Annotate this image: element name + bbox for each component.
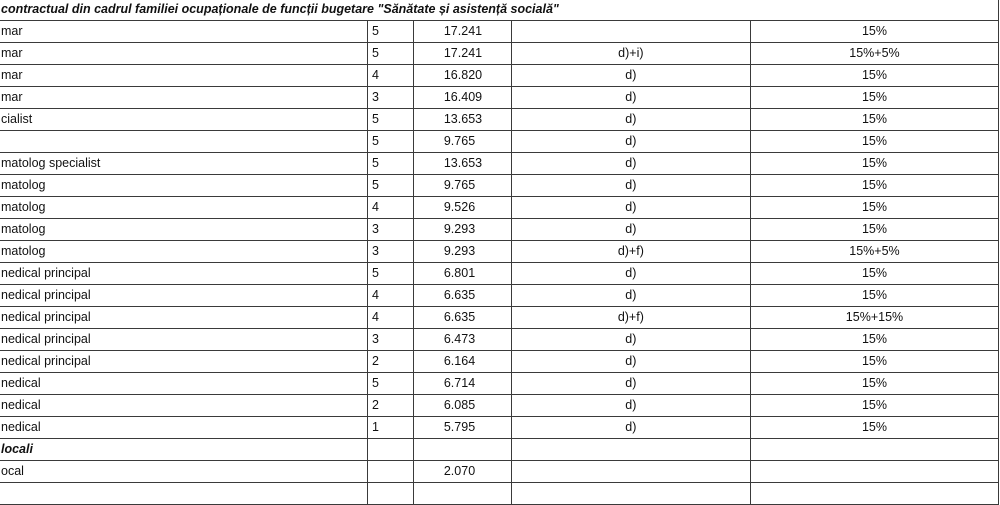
letter-code-cell: d) [511, 131, 750, 153]
letter-code-cell: d)+f) [511, 307, 750, 329]
grade-cell: 5 [368, 373, 414, 395]
salary-cell: 5.795 [413, 417, 511, 439]
percent-cell: 15% [750, 197, 998, 219]
job-title-cell: nedical [0, 417, 368, 439]
percent-cell: 15%+15% [750, 307, 998, 329]
salary-cell [413, 439, 511, 461]
letter-code-cell: d) [511, 197, 750, 219]
letter-code-cell: d)+i) [511, 43, 750, 65]
table-row [0, 395, 999, 417]
job-title-cell: nedical principal [0, 285, 368, 307]
grade-cell: 4 [368, 285, 414, 307]
letter-code-cell [511, 439, 750, 461]
grade-cell: 5 [368, 131, 414, 153]
salary-cell: 9.293 [413, 219, 511, 241]
salary-cell: 6.473 [413, 329, 511, 351]
percent-cell [750, 483, 998, 505]
salary-cell: 6.635 [413, 285, 511, 307]
percent-cell: 15% [750, 285, 998, 307]
table-row [0, 219, 999, 241]
letter-code-cell: d)+f) [511, 241, 750, 263]
table-row [0, 307, 999, 329]
table-row [0, 241, 999, 263]
table-row [0, 483, 999, 505]
percent-cell: 15% [750, 65, 998, 87]
salary-cell: 6.164 [413, 351, 511, 373]
salary-cell: 17.241 [413, 21, 511, 43]
letter-code-cell: d) [511, 285, 750, 307]
salary-cell: 9.765 [413, 175, 511, 197]
letter-code-cell: d) [511, 87, 750, 109]
grade-cell [368, 439, 414, 461]
percent-cell: 15% [750, 153, 998, 175]
section-header-empty-cell [750, 0, 998, 21]
grade-cell: 2 [368, 351, 414, 373]
salary-cell: 9.765 [413, 131, 511, 153]
percent-cell: 15%+5% [750, 43, 998, 65]
grade-cell: 2 [368, 395, 414, 417]
table-row [0, 263, 999, 285]
letter-code-cell: d) [511, 65, 750, 87]
grade-cell: 3 [368, 241, 414, 263]
letter-code-cell [511, 21, 750, 43]
grade-cell: 1 [368, 417, 414, 439]
letter-code-cell [511, 483, 750, 505]
table-row [0, 21, 999, 43]
job-title-cell: matolog [0, 241, 368, 263]
job-title-cell: matolog [0, 197, 368, 219]
job-title-cell: matolog specialist [0, 153, 368, 175]
percent-cell: 15% [750, 109, 998, 131]
letter-code-cell: d) [511, 263, 750, 285]
percent-cell: 15% [750, 373, 998, 395]
job-title-cell: mar [0, 21, 368, 43]
section-header-row [0, 0, 999, 21]
salary-cell: 6.635 [413, 307, 511, 329]
letter-code-cell: d) [511, 153, 750, 175]
job-title-cell: nedical principal [0, 329, 368, 351]
job-title-cell: matolog [0, 219, 368, 241]
salary-cell: 6.714 [413, 373, 511, 395]
grade-cell: 4 [368, 197, 414, 219]
percent-cell: 15% [750, 175, 998, 197]
grade-cell: 5 [368, 263, 414, 285]
salary-cell [413, 483, 511, 505]
salary-cell: 13.653 [413, 109, 511, 131]
grade-cell: 3 [368, 329, 414, 351]
job-title-cell: nedical principal [0, 263, 368, 285]
table-row [0, 65, 999, 87]
job-title-cell: nedical [0, 373, 368, 395]
salary-cell: 2.070 [413, 461, 511, 483]
letter-code-cell: d) [511, 175, 750, 197]
percent-cell [750, 461, 998, 483]
table-row [0, 285, 999, 307]
salary-cell: 9.526 [413, 197, 511, 219]
salary-cell: 17.241 [413, 43, 511, 65]
letter-code-cell: d) [511, 109, 750, 131]
percent-cell: 15%+5% [750, 241, 998, 263]
letter-code-cell [511, 461, 750, 483]
salary-cell: 9.293 [413, 241, 511, 263]
percent-cell: 15% [750, 219, 998, 241]
job-title-cell: nedical principal [0, 351, 368, 373]
grade-cell: 5 [368, 153, 414, 175]
grade-cell: 3 [368, 87, 414, 109]
job-title-cell: matolog [0, 175, 368, 197]
grade-cell: 4 [368, 307, 414, 329]
grade-cell: 5 [368, 21, 414, 43]
letter-code-cell: d) [511, 329, 750, 351]
percent-cell: 15% [750, 351, 998, 373]
section-header-cell: contractual din cadrul familiei ocupaționale de funcții bugetare "Sănătate și asistență socială" [0, 0, 750, 21]
letter-code-cell: d) [511, 417, 750, 439]
grade-cell [368, 461, 414, 483]
table-row [0, 351, 999, 373]
percent-cell: 15% [750, 263, 998, 285]
section-row [0, 439, 999, 461]
table-row [0, 197, 999, 219]
table-row [0, 87, 999, 109]
grade-cell: 5 [368, 43, 414, 65]
percent-cell: 15% [750, 131, 998, 153]
percent-cell: 15% [750, 417, 998, 439]
table-row [0, 329, 999, 351]
salary-cell: 13.653 [413, 153, 511, 175]
percent-cell: 15% [750, 329, 998, 351]
table-row [0, 373, 999, 395]
letter-code-cell: d) [511, 373, 750, 395]
salary-cell: 6.801 [413, 263, 511, 285]
percent-cell [750, 439, 998, 461]
grade-cell: 5 [368, 109, 414, 131]
table-row [0, 461, 999, 483]
table-row [0, 175, 999, 197]
salary-cell: 6.085 [413, 395, 511, 417]
grade-cell [368, 483, 414, 505]
table-row [0, 417, 999, 439]
job-title-cell: cialist [0, 109, 368, 131]
job-title-cell [0, 483, 368, 505]
letter-code-cell: d) [511, 395, 750, 417]
job-title-cell: nedical [0, 395, 368, 417]
table-row [0, 43, 999, 65]
job-title-cell [0, 131, 368, 153]
job-title-cell: mar [0, 43, 368, 65]
job-title-cell: mar [0, 87, 368, 109]
grade-cell: 5 [368, 175, 414, 197]
job-title-cell: locali [0, 439, 368, 461]
grade-cell: 4 [368, 65, 414, 87]
percent-cell: 15% [750, 87, 998, 109]
letter-code-cell: d) [511, 351, 750, 373]
table-row [0, 131, 999, 153]
grade-cell: 3 [368, 219, 414, 241]
job-title-cell: nedical principal [0, 307, 368, 329]
job-title-cell: ocal [0, 461, 368, 483]
percent-cell: 15% [750, 395, 998, 417]
job-title-cell: mar [0, 65, 368, 87]
table-row [0, 109, 999, 131]
table-row [0, 153, 999, 175]
letter-code-cell: d) [511, 219, 750, 241]
percent-cell: 15% [750, 21, 998, 43]
salary-cell: 16.409 [413, 87, 511, 109]
salary-cell: 16.820 [413, 65, 511, 87]
